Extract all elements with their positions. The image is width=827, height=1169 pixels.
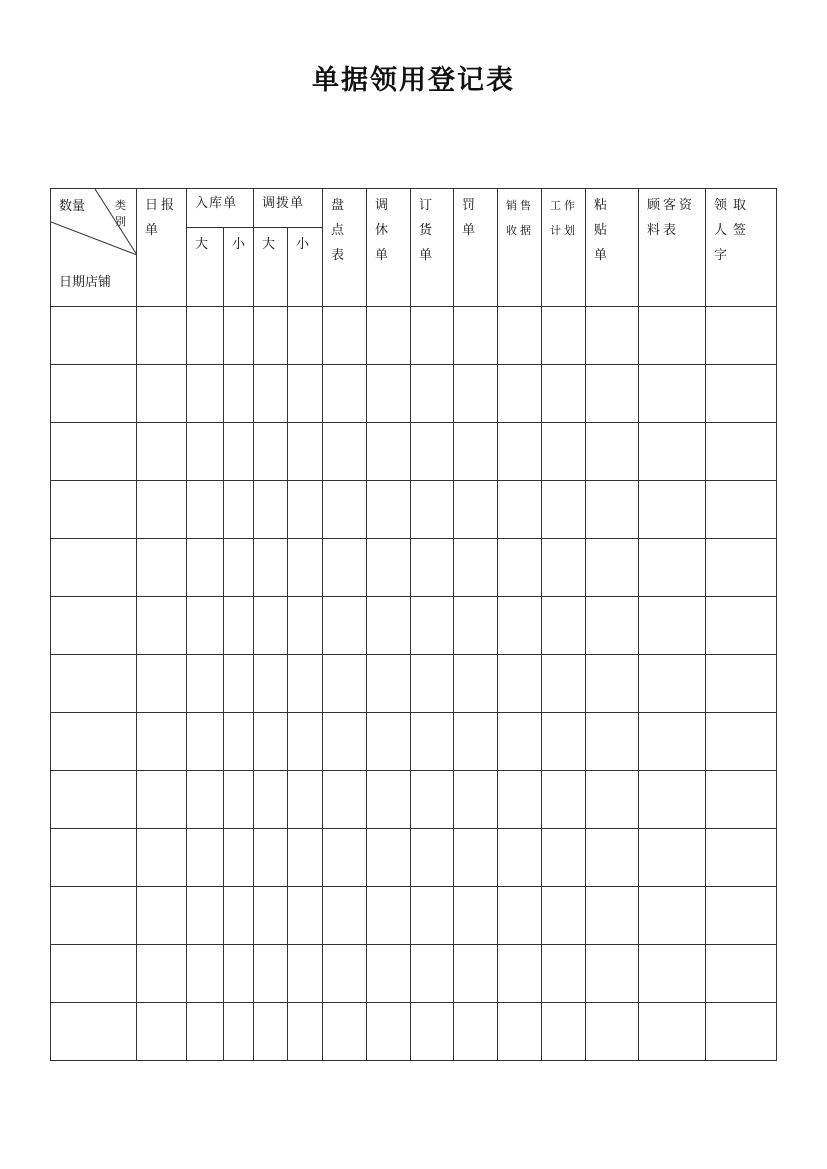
- entry-cell[interactable]: [367, 887, 411, 945]
- entry-cell[interactable]: [367, 1003, 411, 1061]
- entry-cell[interactable]: [411, 771, 454, 829]
- entry-cell[interactable]: [639, 771, 706, 829]
- entry-cell[interactable]: [706, 887, 777, 945]
- entry-cell[interactable]: [224, 365, 254, 423]
- entry-cell[interactable]: [51, 887, 137, 945]
- entry-cell[interactable]: [706, 481, 777, 539]
- entry-cell[interactable]: [187, 771, 224, 829]
- entry-cell[interactable]: [137, 887, 187, 945]
- entry-cell[interactable]: [498, 771, 542, 829]
- entry-cell[interactable]: [137, 307, 187, 365]
- entry-cell[interactable]: [586, 597, 639, 655]
- entry-cell[interactable]: [542, 829, 586, 887]
- entry-cell[interactable]: [639, 481, 706, 539]
- entry-cell[interactable]: [454, 423, 498, 481]
- entry-cell[interactable]: [498, 365, 542, 423]
- entry-cell[interactable]: [498, 307, 542, 365]
- entry-cell[interactable]: [542, 307, 586, 365]
- entry-cell[interactable]: [639, 539, 706, 597]
- entry-cell[interactable]: [542, 539, 586, 597]
- entry-cell[interactable]: [187, 945, 224, 1003]
- header-sales-data: 销售收据: [498, 189, 542, 307]
- entry-cell[interactable]: [498, 829, 542, 887]
- date-store-label: 日期店铺: [59, 275, 112, 290]
- entry-cell[interactable]: [586, 365, 639, 423]
- entry-cell[interactable]: [367, 539, 411, 597]
- entry-cell[interactable]: [639, 887, 706, 945]
- entry-cell[interactable]: [254, 423, 288, 481]
- entry-cell[interactable]: [411, 887, 454, 945]
- entry-cell[interactable]: [639, 307, 706, 365]
- entry-cell[interactable]: [586, 829, 639, 887]
- entry-cell[interactable]: [187, 829, 224, 887]
- entry-cell[interactable]: [51, 423, 137, 481]
- entry-cell[interactable]: [639, 423, 706, 481]
- entry-cell[interactable]: [288, 423, 323, 481]
- entry-cell[interactable]: [137, 713, 187, 771]
- entry-cell[interactable]: [706, 539, 777, 597]
- entry-cell[interactable]: [586, 713, 639, 771]
- entry-cell[interactable]: [224, 829, 254, 887]
- header-daily-report: 日报单: [137, 189, 187, 307]
- entry-cell[interactable]: [187, 1003, 224, 1061]
- entry-cell[interactable]: [187, 539, 224, 597]
- header-leave: 调休单: [367, 189, 411, 307]
- entry-cell[interactable]: [288, 829, 323, 887]
- entry-cell[interactable]: [639, 829, 706, 887]
- entry-cell[interactable]: [137, 829, 187, 887]
- header-inbound-big: 大: [187, 228, 224, 307]
- entry-cell[interactable]: [254, 945, 288, 1003]
- entry-cell[interactable]: [411, 365, 454, 423]
- entry-cell[interactable]: [51, 539, 137, 597]
- entry-cell[interactable]: [51, 771, 137, 829]
- entry-cell[interactable]: [51, 713, 137, 771]
- entry-cell[interactable]: [224, 655, 254, 713]
- entry-cell[interactable]: [542, 771, 586, 829]
- entry-cell[interactable]: [224, 539, 254, 597]
- entry-cell[interactable]: [323, 1003, 367, 1061]
- entry-cell[interactable]: [224, 423, 254, 481]
- entry-cell[interactable]: [224, 887, 254, 945]
- header-transfer-small: 小: [288, 228, 323, 307]
- entry-cell[interactable]: [454, 365, 498, 423]
- entry-cell[interactable]: [367, 307, 411, 365]
- entry-cell[interactable]: [187, 655, 224, 713]
- entry-cell[interactable]: [137, 771, 187, 829]
- entry-cell[interactable]: [254, 1003, 288, 1061]
- entry-cell[interactable]: [288, 539, 323, 597]
- register-table: [50, 188, 777, 1061]
- header-inbound-small: 小: [224, 228, 254, 307]
- entry-cell[interactable]: [367, 481, 411, 539]
- entry-cell[interactable]: [254, 771, 288, 829]
- entry-cell[interactable]: [454, 771, 498, 829]
- entry-cell[interactable]: [706, 365, 777, 423]
- entry-cell[interactable]: [586, 655, 639, 713]
- entry-cell[interactable]: [288, 713, 323, 771]
- table-row: [51, 365, 777, 423]
- entry-cell[interactable]: [542, 655, 586, 713]
- entry-cell[interactable]: [411, 423, 454, 481]
- entry-cell[interactable]: [323, 887, 367, 945]
- entry-cell[interactable]: [454, 597, 498, 655]
- entry-cell[interactable]: [542, 1003, 586, 1061]
- entry-cell[interactable]: [51, 597, 137, 655]
- entry-cell[interactable]: [411, 655, 454, 713]
- entry-cell[interactable]: [254, 713, 288, 771]
- entry-cell[interactable]: [586, 539, 639, 597]
- entry-cell[interactable]: [224, 307, 254, 365]
- corner-header-cell: [51, 189, 137, 307]
- entry-cell[interactable]: [498, 655, 542, 713]
- entry-cell[interactable]: [137, 945, 187, 1003]
- table-row: [51, 1003, 777, 1061]
- entry-cell[interactable]: [137, 481, 187, 539]
- table-row: [51, 423, 777, 481]
- header-work-plan: 工作计划: [542, 189, 586, 307]
- entry-cell[interactable]: [51, 1003, 137, 1061]
- table-row: [51, 829, 777, 887]
- entry-cell[interactable]: [411, 713, 454, 771]
- entry-cell[interactable]: [288, 597, 323, 655]
- entry-cell[interactable]: [187, 597, 224, 655]
- entry-cell[interactable]: [224, 771, 254, 829]
- entry-cell[interactable]: [367, 365, 411, 423]
- table-row: [51, 945, 777, 1003]
- entry-cell[interactable]: [454, 539, 498, 597]
- entry-cell[interactable]: [224, 713, 254, 771]
- entry-cell[interactable]: [288, 771, 323, 829]
- entry-cell[interactable]: [367, 829, 411, 887]
- category-label: 类别: [115, 199, 126, 228]
- entry-cell[interactable]: [323, 597, 367, 655]
- entry-cell[interactable]: [706, 597, 777, 655]
- table-row: [51, 655, 777, 713]
- entry-cell[interactable]: [411, 481, 454, 539]
- entry-cell[interactable]: [254, 539, 288, 597]
- entry-cell[interactable]: [323, 655, 367, 713]
- entry-cell[interactable]: [706, 423, 777, 481]
- entry-cell[interactable]: [706, 1003, 777, 1061]
- entry-cell[interactable]: [454, 655, 498, 713]
- entry-cell[interactable]: [498, 481, 542, 539]
- entry-cell[interactable]: [498, 597, 542, 655]
- entry-cell[interactable]: [586, 423, 639, 481]
- entry-cell[interactable]: [586, 1003, 639, 1061]
- entry-cell[interactable]: [187, 481, 224, 539]
- entry-cell[interactable]: [137, 655, 187, 713]
- entry-cell[interactable]: [542, 887, 586, 945]
- header-inventory: 盘点表: [323, 189, 367, 307]
- entry-cell[interactable]: [323, 713, 367, 771]
- table-row: [51, 539, 777, 597]
- header-customer: 顾客资料表: [639, 189, 706, 307]
- entry-cell[interactable]: [367, 945, 411, 1003]
- entry-cell[interactable]: [454, 829, 498, 887]
- entry-cell[interactable]: [498, 713, 542, 771]
- entry-cell[interactable]: [411, 307, 454, 365]
- entry-cell[interactable]: [51, 655, 137, 713]
- entry-cell[interactable]: [224, 597, 254, 655]
- entry-cell[interactable]: [586, 307, 639, 365]
- entry-cell[interactable]: [254, 365, 288, 423]
- entry-cell[interactable]: [51, 307, 137, 365]
- entry-cell[interactable]: [288, 945, 323, 1003]
- entry-cell[interactable]: [706, 771, 777, 829]
- header-transfer: 调拨单: [254, 189, 323, 228]
- header-transfer-big: 大: [254, 228, 288, 307]
- entry-cell[interactable]: [639, 713, 706, 771]
- entry-cell[interactable]: [137, 423, 187, 481]
- entry-cell[interactable]: [224, 481, 254, 539]
- entry-cell[interactable]: [323, 307, 367, 365]
- entry-cell[interactable]: [586, 771, 639, 829]
- entry-cell[interactable]: [187, 365, 224, 423]
- entry-cell[interactable]: [51, 481, 137, 539]
- entry-cell[interactable]: [51, 829, 137, 887]
- entry-cell[interactable]: [288, 481, 323, 539]
- entry-cell[interactable]: [498, 1003, 542, 1061]
- entry-cell[interactable]: [542, 713, 586, 771]
- header-receiver: 领取人签字: [706, 189, 777, 307]
- entry-cell[interactable]: [367, 423, 411, 481]
- entry-cell[interactable]: [323, 945, 367, 1003]
- entry-cell[interactable]: [498, 539, 542, 597]
- entry-cell[interactable]: [706, 829, 777, 887]
- entry-cell[interactable]: [454, 307, 498, 365]
- entry-cell[interactable]: [586, 887, 639, 945]
- entry-cell[interactable]: [367, 597, 411, 655]
- entry-cell[interactable]: [254, 597, 288, 655]
- entry-cell[interactable]: [323, 829, 367, 887]
- entry-cell[interactable]: [586, 945, 639, 1003]
- entry-cell[interactable]: [411, 945, 454, 1003]
- entry-cell[interactable]: [51, 365, 137, 423]
- entry-cell[interactable]: [187, 713, 224, 771]
- table-row: [51, 597, 777, 655]
- quantity-label: 数量: [59, 199, 86, 214]
- page-title: 单据领用登记表: [312, 65, 515, 96]
- entry-cell[interactable]: [411, 597, 454, 655]
- table-row: [51, 307, 777, 365]
- entry-cell[interactable]: [288, 307, 323, 365]
- entry-cell[interactable]: [542, 365, 586, 423]
- entry-cell[interactable]: [288, 887, 323, 945]
- entry-cell[interactable]: [706, 945, 777, 1003]
- entry-cell[interactable]: [187, 887, 224, 945]
- entry-cell[interactable]: [454, 481, 498, 539]
- header-inbound: 入库单: [187, 189, 254, 228]
- entry-cell[interactable]: [411, 1003, 454, 1061]
- entry-cell[interactable]: [586, 481, 639, 539]
- entry-cell[interactable]: [51, 945, 137, 1003]
- entry-cell[interactable]: [639, 655, 706, 713]
- entry-cell[interactable]: [323, 423, 367, 481]
- table-row: [51, 887, 777, 945]
- entry-cell[interactable]: [542, 481, 586, 539]
- entry-cell[interactable]: [224, 945, 254, 1003]
- entry-cell[interactable]: [706, 713, 777, 771]
- entry-cell[interactable]: [411, 829, 454, 887]
- table-row: [51, 771, 777, 829]
- entry-cell[interactable]: [367, 771, 411, 829]
- entry-cell[interactable]: [137, 365, 187, 423]
- entry-cell[interactable]: [454, 945, 498, 1003]
- entry-cell[interactable]: [288, 655, 323, 713]
- header-penalty: 罚单: [454, 189, 498, 307]
- entry-cell[interactable]: [323, 365, 367, 423]
- entry-cell[interactable]: [367, 713, 411, 771]
- entry-cell[interactable]: [224, 1003, 254, 1061]
- entry-cell[interactable]: [323, 771, 367, 829]
- entry-cell[interactable]: [288, 1003, 323, 1061]
- entry-cell[interactable]: [367, 655, 411, 713]
- entry-cell[interactable]: [454, 1003, 498, 1061]
- entry-cell[interactable]: [639, 597, 706, 655]
- entry-cell[interactable]: [454, 887, 498, 945]
- header-row-1: [51, 189, 777, 228]
- entry-cell[interactable]: [542, 423, 586, 481]
- entry-cell[interactable]: [254, 307, 288, 365]
- entry-cell[interactable]: [706, 655, 777, 713]
- entry-cell[interactable]: [187, 423, 224, 481]
- entry-cell[interactable]: [137, 597, 187, 655]
- header-paste: 粘贴单: [586, 189, 639, 307]
- entry-cell[interactable]: [137, 539, 187, 597]
- entry-cell[interactable]: [542, 597, 586, 655]
- table-row: [51, 481, 777, 539]
- entry-cell[interactable]: [639, 945, 706, 1003]
- header-order: 订货单: [411, 189, 454, 307]
- entry-cell[interactable]: [542, 945, 586, 1003]
- table-row: [51, 713, 777, 771]
- entry-cell[interactable]: [498, 423, 542, 481]
- entry-cell[interactable]: [187, 307, 224, 365]
- entry-cell[interactable]: [639, 1003, 706, 1061]
- entry-cell[interactable]: [254, 829, 288, 887]
- entry-cell[interactable]: [254, 887, 288, 945]
- entry-cell[interactable]: [323, 481, 367, 539]
- entry-cell[interactable]: [323, 539, 367, 597]
- entry-cell[interactable]: [254, 481, 288, 539]
- entry-cell[interactable]: [498, 945, 542, 1003]
- entry-cell[interactable]: [706, 307, 777, 365]
- entry-cell[interactable]: [454, 713, 498, 771]
- entry-cell[interactable]: [254, 655, 288, 713]
- entry-cell[interactable]: [137, 1003, 187, 1061]
- entry-cell[interactable]: [639, 365, 706, 423]
- entry-cell[interactable]: [411, 539, 454, 597]
- entry-cell[interactable]: [288, 365, 323, 423]
- entry-cell[interactable]: [498, 887, 542, 945]
